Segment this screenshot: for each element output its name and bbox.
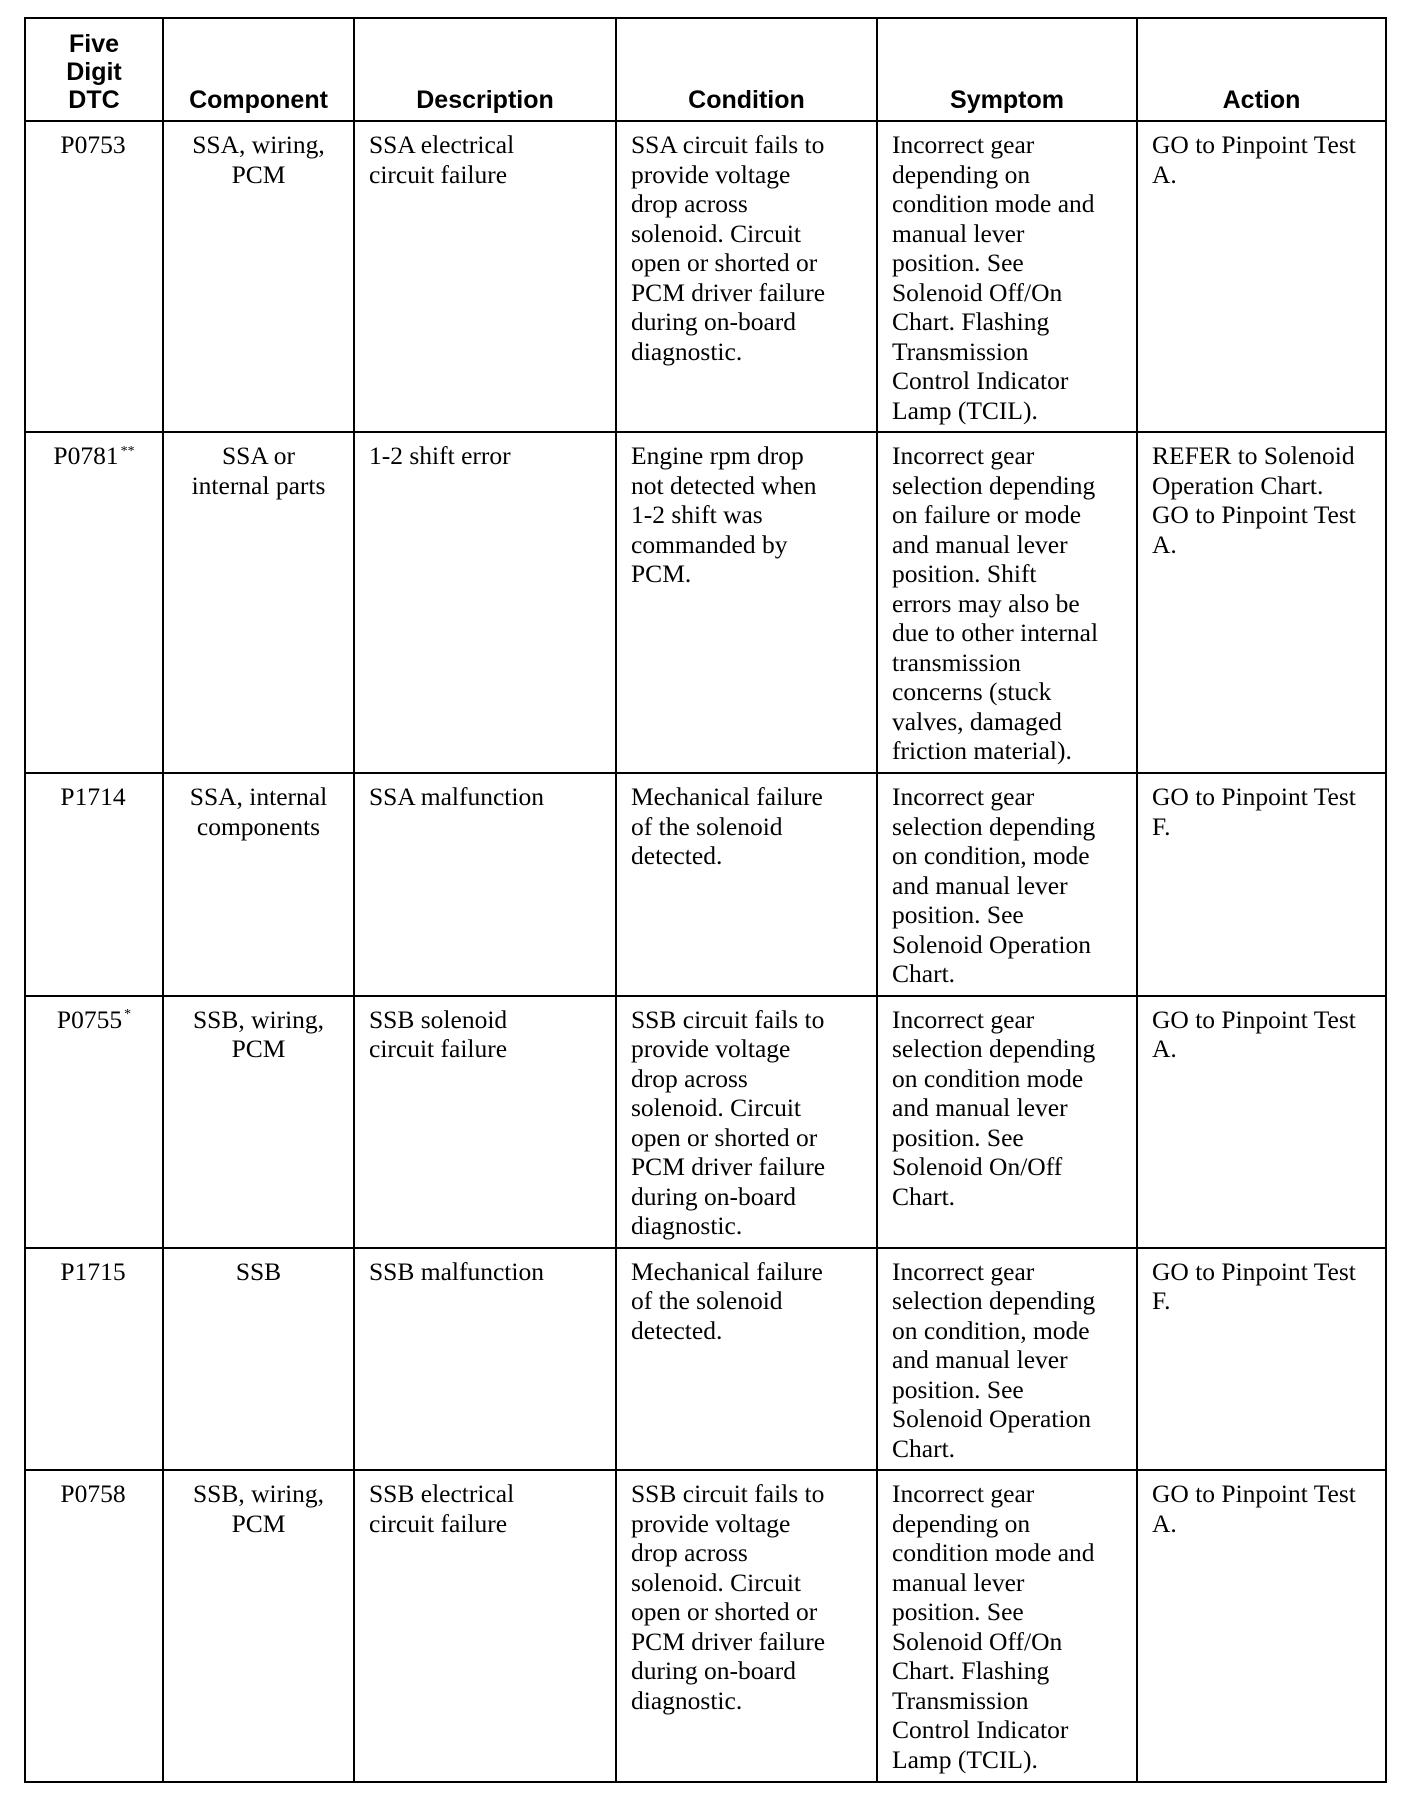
header-row	[25, 18, 1386, 121]
condition-cell: SSB circuit fails to provide voltage drop across solenoid. Circuit open or shorted or PCM driver failure during on-board diagnostic.	[616, 1470, 877, 1782]
description-cell: SSA malfunction	[354, 773, 616, 996]
symptom-cell: Incorrect gear selection depending on condition, mode and manual lever position. See Solenoid Operation Chart.	[877, 773, 1137, 996]
dtc-code: P1714	[60, 782, 126, 811]
symptom-cell: Incorrect gear selection depending on failure or mode and manual lever position. Shift errors may also be due to other internal transmission concerns (stuck valves, damaged friction material).	[877, 432, 1137, 773]
action-cell: GO to Pinpoint Test F.	[1137, 1248, 1386, 1471]
symptom-cell: Incorrect gear depending on condition mode and manual lever position. See Solenoid Off/On Chart. Flashing Transmission Control Indicator Lamp (TCIL).	[877, 1470, 1137, 1782]
dtc-code-cell	[25, 996, 163, 1248]
description-cell: SSB malfunction	[354, 1248, 616, 1471]
dtc-code-cell	[25, 432, 163, 773]
dtc-table	[24, 17, 1387, 1783]
table-row	[25, 1248, 1386, 1471]
action-cell: GO to Pinpoint Test A.	[1137, 121, 1386, 432]
dtc-code-cell	[25, 1470, 163, 1782]
header-dtc: Five Digit DTC	[25, 18, 163, 121]
condition-cell: Mechanical failure of the solenoid detected.	[616, 773, 877, 996]
action-cell: GO to Pinpoint Test A.	[1137, 1470, 1386, 1782]
dtc-code: P0781	[53, 441, 119, 470]
table-row	[25, 996, 1386, 1248]
action-cell: GO to Pinpoint Test F.	[1137, 773, 1386, 996]
component-cell: SSA or internal parts	[163, 432, 354, 773]
table-row	[25, 432, 1386, 773]
component-cell: SSA, internal components	[163, 773, 354, 996]
dtc-code: P0753	[60, 130, 126, 159]
header-description: Description	[354, 18, 616, 121]
dtc-code-cell	[25, 121, 163, 432]
table-row	[25, 121, 1386, 432]
header-component: Component	[163, 18, 354, 121]
description-cell: 1-2 shift error	[354, 432, 616, 773]
header-condition: Condition	[616, 18, 877, 121]
header-action: Action	[1137, 18, 1386, 121]
table-row	[25, 773, 1386, 996]
component-cell: SSB, wiring, PCM	[163, 1470, 354, 1782]
condition-cell: SSB circuit fails to provide voltage drop across solenoid. Circuit open or shorted or PCM driver failure during on-board diagnostic.	[616, 996, 877, 1248]
dtc-code-cell	[25, 1248, 163, 1471]
table-header	[25, 18, 1386, 121]
header-symptom: Symptom	[877, 18, 1137, 121]
symptom-cell: Incorrect gear selection depending on condition mode and manual lever position. See Solenoid On/Off Chart.	[877, 996, 1137, 1248]
action-cell: REFER to Solenoid Operation Chart. GO to Pinpoint Test A.	[1137, 432, 1386, 773]
component-cell: SSB	[163, 1248, 354, 1471]
condition-cell: SSA circuit fails to provide voltage drop across solenoid. Circuit open or shorted or PCM driver failure during on-board diagnostic.	[616, 121, 877, 432]
symptom-cell: Incorrect gear depending on condition mode and manual lever position. See Solenoid Off/On Chart. Flashing Transmission Control Indicator Lamp (TCIL).	[877, 121, 1137, 432]
condition-cell: Engine rpm drop not detected when 1-2 shift was commanded by PCM.	[616, 432, 877, 773]
dtc-code: P0755	[56, 1004, 123, 1034]
component-cell: SSB, wiring, PCM	[163, 996, 354, 1248]
symptom-cell: Incorrect gear selection depending on condition, mode and manual lever position. See Solenoid Operation Chart.	[877, 1248, 1137, 1471]
description-cell: SSA electrical circuit failure	[354, 121, 616, 432]
condition-cell: Mechanical failure of the solenoid detected.	[616, 1248, 877, 1471]
description-cell: SSB solenoid circuit failure	[354, 996, 616, 1248]
action-cell: GO to Pinpoint Test A.	[1137, 996, 1386, 1248]
table-row	[25, 1470, 1386, 1782]
dtc-code: P1715	[60, 1256, 126, 1286]
dtc-marker: *	[124, 1007, 132, 1022]
description-cell: SSB electrical circuit failure	[354, 1470, 616, 1782]
dtc-code: P0758	[60, 1479, 126, 1508]
dtc-marker: **	[120, 443, 135, 459]
component-cell: SSA, wiring, PCM	[163, 121, 354, 432]
dtc-code-cell	[25, 773, 163, 996]
